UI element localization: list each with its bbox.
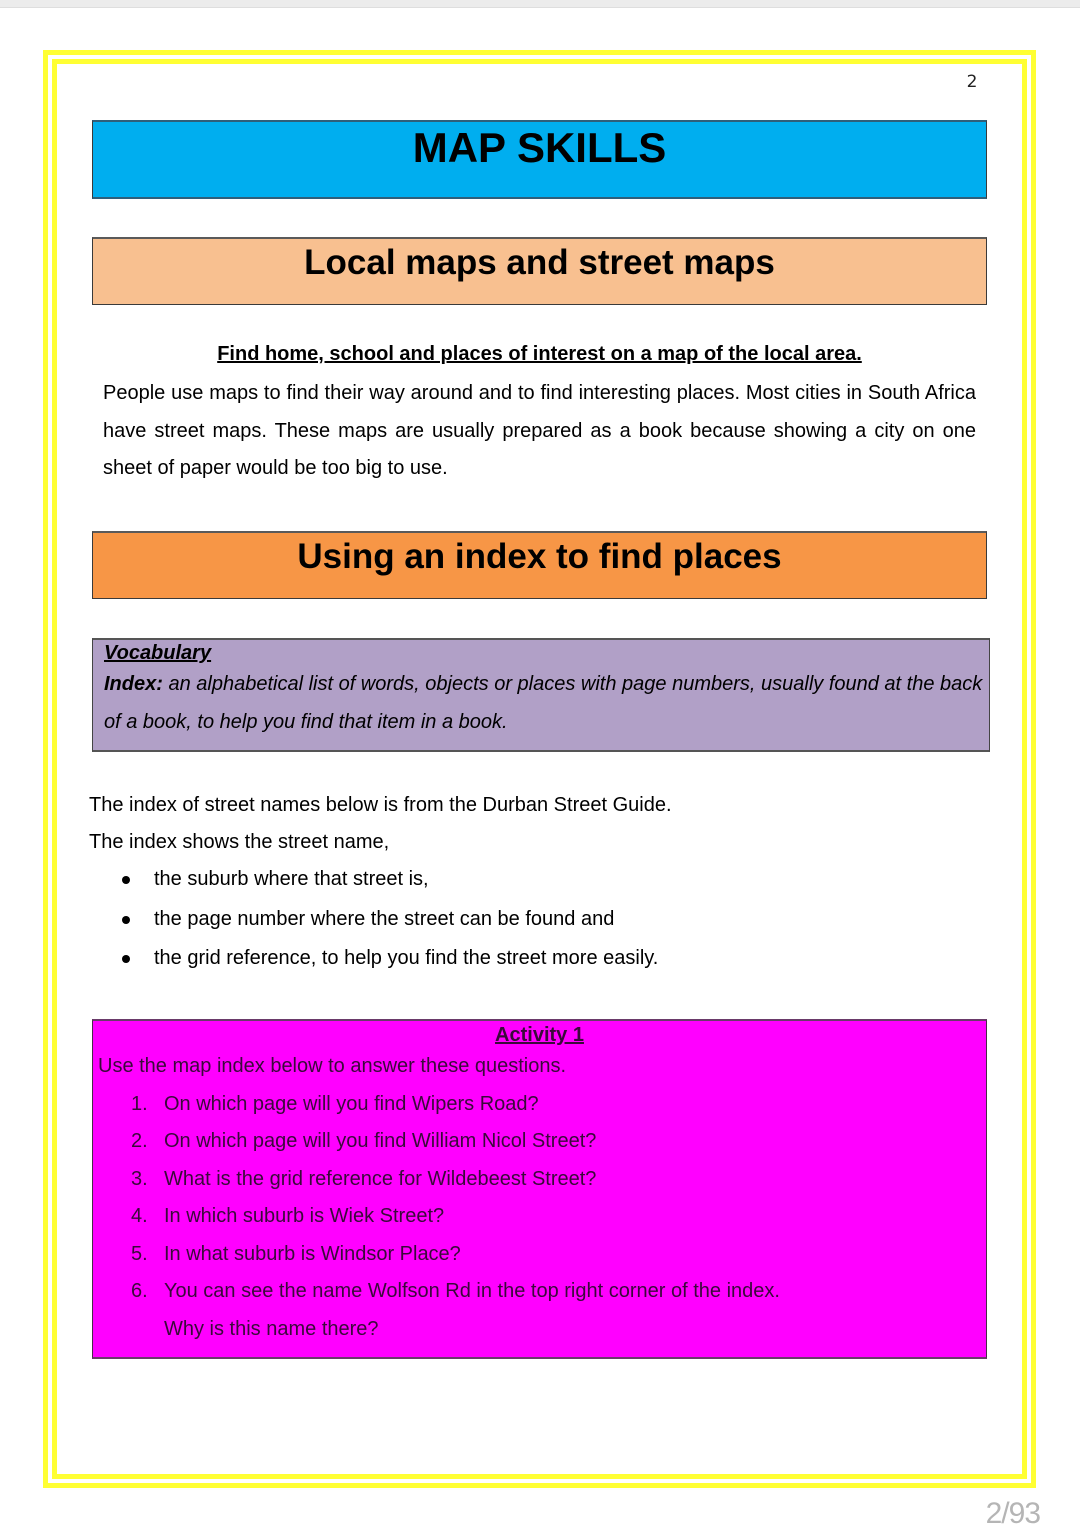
section-banner-index [92, 531, 987, 599]
activity-instructions: Use the map index below to answer these questions. [98, 1055, 567, 1077]
list-item [89, 900, 789, 940]
activity-box [92, 1019, 987, 1359]
vocabulary-title: Vocabulary [104, 642, 212, 664]
bullet-icon [122, 876, 130, 884]
bullet-icon [122, 916, 130, 924]
section-heading: Local maps and street maps [304, 243, 775, 282]
question-text: On which page will you find William Nicol Street? [164, 1130, 597, 1152]
list-item [89, 939, 789, 979]
question-item [93, 1123, 986, 1161]
intro-line-2: The index shows the street name, [89, 831, 390, 853]
vocabulary-definition-text: an alphabetical list of words, objects or places with page numbers, usually found at the back of a book, to help you find that item in a book. [104, 673, 983, 733]
activity-questions [93, 1086, 986, 1349]
vocabulary-term: Index: [104, 673, 163, 695]
list-item [89, 860, 789, 900]
question-number: 5. [131, 1242, 148, 1265]
question-text: In which suburb is Wiek Street? [164, 1205, 445, 1227]
question-number: 2. [131, 1130, 148, 1152]
intro-paragraph: People use maps to find their way around and to find interesting places. Most cities in South Africa have street maps. These maps are usually prepared as a book because showing a city on one sheet of paper would be too big to use. [103, 382, 976, 479]
vocabulary-definition [104, 666, 989, 741]
section-banner-local-maps [92, 237, 987, 305]
question-item [93, 1273, 986, 1311]
index-contents-list [89, 860, 789, 979]
question-continuation [93, 1311, 986, 1349]
index-intro [89, 787, 789, 861]
question-text: What is the grid reference for Wildebeest Street? [164, 1167, 597, 1190]
section-heading: Using an index to find places [297, 537, 782, 576]
question-text: On which page will you find Wipers Road? [164, 1092, 539, 1115]
page-number: 2 [966, 72, 978, 92]
question-number: 3. [131, 1167, 148, 1190]
title-banner [92, 120, 987, 199]
learning-objective-heading: Find home, school and places of interest on a map of the local area. [217, 343, 862, 365]
activity-title: Activity 1 [495, 1024, 584, 1046]
question-number: 1. [131, 1092, 148, 1115]
question-number: 4. [131, 1205, 148, 1227]
vocabulary-box [92, 638, 990, 752]
question-text: Why is this name there? [164, 1317, 379, 1340]
question-item [93, 1198, 986, 1236]
viewer-top-bar [0, 0, 1080, 8]
question-item [93, 1161, 986, 1199]
list-item-text: the suburb where that street is, [154, 868, 429, 890]
page-counter: 2/93 [985, 1497, 1040, 1530]
list-item-text: the page number where the street can be found and [154, 907, 615, 930]
page-title: MAP SKILLS [412, 124, 667, 171]
question-text: In what suburb is Windsor Place? [164, 1242, 461, 1265]
list-item-text: the grid reference, to help you find the street more easily. [154, 947, 659, 969]
intro-line-1: The index of street names below is from the Durban Street Guide. [89, 794, 672, 816]
question-text: You can see the name Wolfson Rd in the top right corner of the index. [164, 1280, 780, 1302]
question-item [93, 1086, 986, 1124]
question-number: 6. [131, 1280, 148, 1302]
question-item [93, 1236, 986, 1274]
bullet-icon [122, 955, 130, 963]
